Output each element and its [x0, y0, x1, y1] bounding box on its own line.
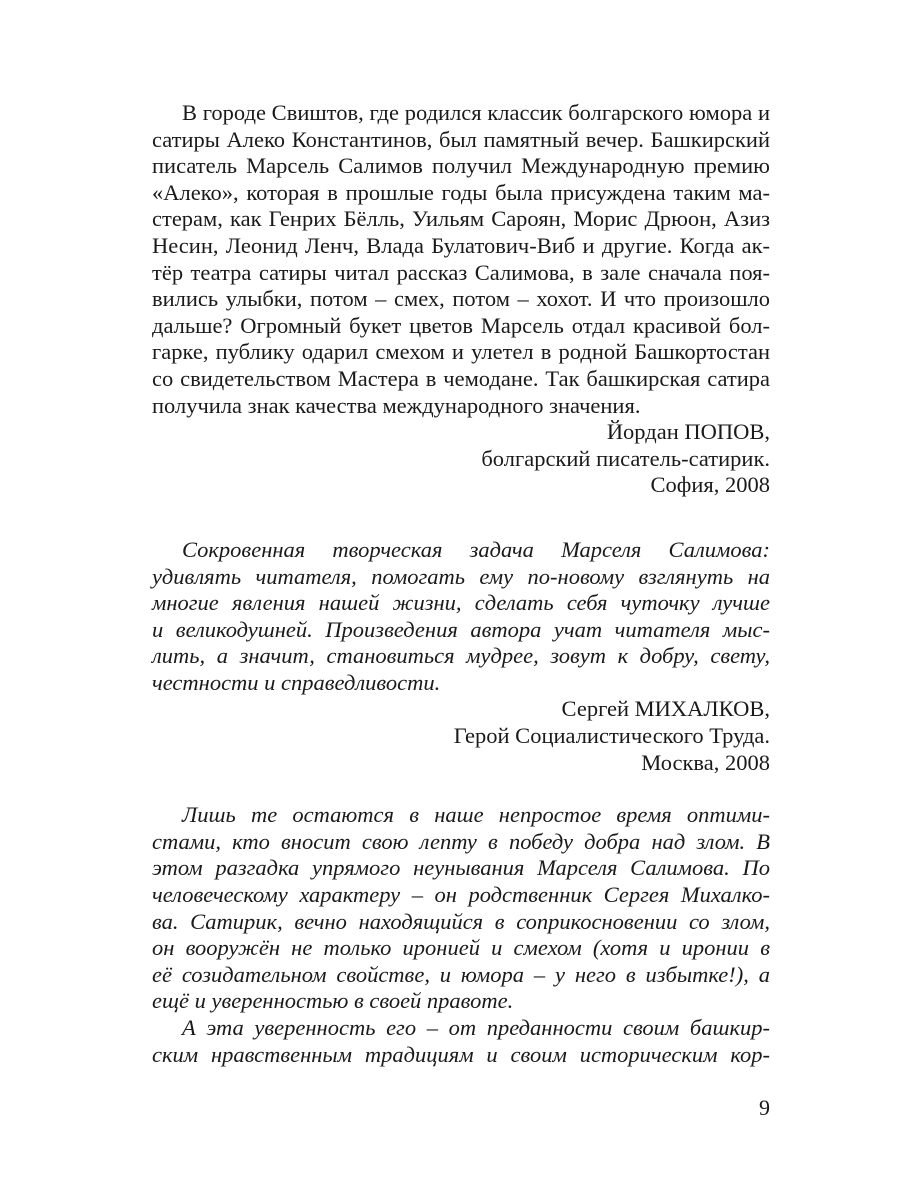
- page-number: 9: [759, 1095, 770, 1120]
- signature-name: Сергей МИХАЛКОВ,: [561, 696, 770, 722]
- signature-title: Герой Социалистического Труда.: [453, 723, 770, 749]
- spacer: [152, 499, 770, 537]
- text-line: её созидательном свойстве, и юмора – у него в избытке!), а: [152, 961, 770, 987]
- text-line: стерам, как Генрих Бёлль, Уильям Сароян, Морис Дрюон, Азиз: [152, 206, 770, 232]
- text-line: В городе Свиштов, где родился классик болгарского юмора и: [182, 100, 770, 125]
- signature-popov: [152, 419, 770, 499]
- text-line: писатель Марсель Салимов получил Международную премию: [152, 153, 770, 179]
- text-line: человеческому характеру – он родственник Сергея Михалко-: [152, 882, 770, 908]
- text-line: удивлять читателя, помогать ему по-новому взглянуть на: [152, 563, 770, 589]
- quote-popov: [152, 100, 770, 419]
- text-line: стами, кто вносит свою лепту в победу добра над злом. В: [152, 828, 770, 854]
- signature-mikhalkov: [152, 696, 770, 776]
- text-line: сатиры Алеко Константинов, был памятный вечер. Башкирский: [152, 126, 770, 152]
- text-line: вились улыбки, потом – смех, потом – хохот. И что произошло: [152, 286, 770, 312]
- spacer: [152, 776, 770, 802]
- text-line: Лишь те остаются в наше непростое время оптими-: [182, 802, 770, 828]
- signature-place-date: Москва, 2008: [641, 749, 770, 775]
- quote-mikhalkov: [152, 537, 770, 697]
- text-line: лить, а значит, становиться мудрее, зовут к добру, свету,: [152, 643, 770, 669]
- text-line: многие явления нашей жизни, сделать себя чуточку лучше: [152, 590, 770, 616]
- text-line: и великодушней. Произведения автора учат читателя мыс-: [152, 616, 770, 642]
- page-content: [152, 100, 770, 1068]
- text-line: «Алеко», которая в прошлые годы была присуждена таким ма-: [152, 179, 770, 205]
- text-line: ещё и уверенностью в своей правоте.: [152, 988, 514, 1014]
- text-line: честности и справедливости.: [152, 669, 441, 695]
- signature-title: болгарский писатель-сатирик.: [481, 445, 770, 471]
- text-line: А эта уверенность его – от преданности своим башкир-: [182, 1015, 770, 1040]
- signature-name: Йордан ПОПОВ,: [606, 419, 770, 445]
- text-line: он вооружён не только иронией и смехом (хотя и иронии в: [152, 935, 770, 961]
- text-line: тёр театра сатиры читал рассказ Салимова, в зале сначала поя-: [152, 259, 770, 285]
- text-line: гарке, публику одарил смехом и улетел в родной Башкортостан: [152, 339, 770, 365]
- text-line: Несин, Леонид Ленч, Влада Булатович-Виб и другие. Когда ак-: [152, 232, 770, 258]
- text-line: со свидетельством Мастера в чемодане. Так башкирская сатира: [152, 365, 770, 391]
- text-line: ва. Сатирик, вечно находящийся в соприкосновении со злом,: [152, 908, 770, 934]
- text-line: дальше? Огромный букет цветов Марсель отдал красивой бол-: [152, 312, 770, 338]
- text-line: этом разгадка упрямого неунывания Марселя Салимова. По: [152, 855, 770, 881]
- text-line: Сокровенная творческая задача Марселя Салимова:: [182, 536, 770, 562]
- signature-place-date: София, 2008: [650, 472, 770, 498]
- text-line: ским нравственным традициям и своим историческим кор-: [152, 1041, 770, 1067]
- quote-third: [152, 802, 770, 1068]
- text-line: получила знак качества международного значения.: [152, 392, 641, 418]
